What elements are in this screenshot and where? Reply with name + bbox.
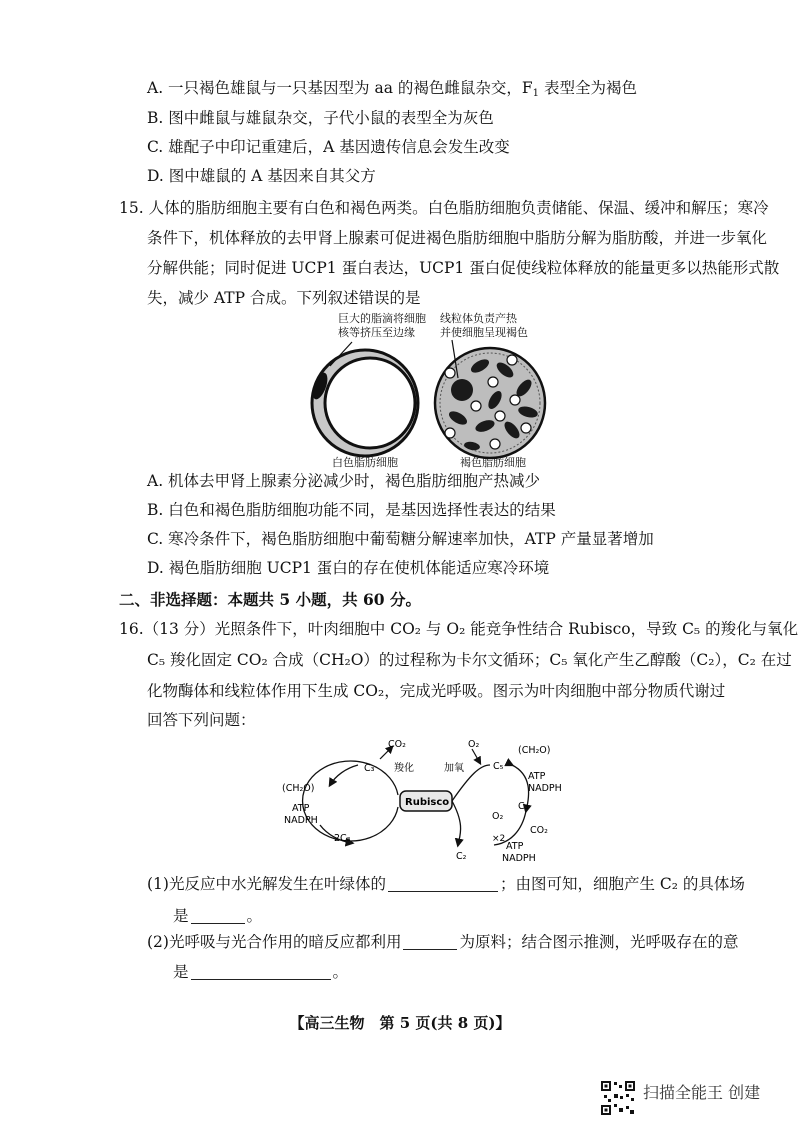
calvin-cycle-loop (303, 761, 398, 841)
brown-cell-caption: 褐色脂肪细胞 (460, 456, 526, 468)
nadph-right-label-1: NADPH (528, 783, 562, 794)
qr-code-icon (600, 1080, 636, 1116)
q14-option-d: D. 图中雄鼠的 A 基因来自其父方 (147, 167, 376, 185)
q16-stem-line-2: C₅ 羧化固定 CO₂ 合成（CH₂O）的过程称为卡尔文循环；C₅ 氧化产生乙醇酸（C₂），C₂ 在过 (147, 651, 792, 669)
atp-right-label-2: ATP (506, 841, 524, 852)
c5-right-label: C₅ (493, 761, 504, 772)
white-cell-caption: 白色脂肪细胞 (332, 456, 398, 468)
q15-option-a: A. 机体去甲肾上腺素分泌减少时，褐色脂肪细胞产热减少 (147, 472, 541, 490)
carboxylation-label: 羧化 (394, 763, 414, 774)
q15-stem-line-2: 条件下，机体释放的去甲肾上腺素可促进褐色脂肪细胞中脂肪分解为脂肪酸，并进一步氧化 (147, 229, 768, 247)
q16-part-1-line-1: (1)光反应中水光解发生在叶绿体的 ；由图可知，细胞产生 C₂ 的具体场 (147, 875, 745, 893)
section-2-heading: 二、非选择题：本题共 5 小题，共 60 分。 (119, 590, 421, 609)
c2-bottom-label: C₂ (456, 851, 467, 862)
answer-blank-4[interactable] (191, 963, 331, 980)
q15-option-c: C. 寒冷条件下，褐色脂肪细胞中葡萄糖分解速率加快，ATP 产量显著增加 (147, 530, 654, 548)
brown-fat-cell (435, 340, 545, 458)
q15-stem-line-1: 15. 人体的脂肪细胞主要有白色和褐色两类。白色脂肪细胞负责储能、保温、缓冲和解压；寒冷 (119, 199, 769, 217)
q14-option-a: A. 一只褐色雄鼠与一只基因型为 aa 的褐色雌鼠杂交，$F_1$ 表型全为褐色 (147, 79, 637, 99)
nadph-left-label: NADPH (284, 815, 318, 826)
q16-part-2-line-2: 是 。 (173, 963, 349, 981)
c3-top-label: C₃ (364, 763, 375, 774)
o2-right-label: O₂ (492, 811, 504, 822)
ch2o-right-label: (CH₂O) (518, 745, 551, 756)
q16-stem-line-1: 16.（13 分）光照条件下，叶肉细胞中 CO₂ 与 O₂ 能竞争性结合 Rubisco，导致 C₅ 的羧化与氧化 (119, 620, 799, 638)
brown-cell-label-1: 线粒体负责产热 (440, 312, 517, 325)
answer-blank-3[interactable] (403, 933, 457, 950)
white-cell-label-2: 核等挤压至边缘 (338, 326, 415, 339)
brown-cell-nucleus (451, 379, 473, 401)
answer-blank-1[interactable] (388, 875, 498, 892)
c3-right-label: C₃ (518, 801, 529, 812)
q15-option-b: B. 白色和褐色脂肪细胞功能不同，是基因选择性表达的结果 (147, 501, 556, 519)
rubisco-label: Rubisco (405, 797, 450, 808)
page-footer: 【高三生物 第 5 页(共 8 页)】 (289, 1014, 511, 1032)
q15-stem-line-4: 失，减少 ATP 合成。下列叙述错误的是 (147, 289, 421, 307)
co2-right-label: CO₂ (530, 825, 548, 836)
q14-option-c: C. 雄配子中印记重建后，A 基因遗传信息会发生改变 (147, 138, 510, 156)
q16-stem-line-3: 化物酶体和线粒体作用下生成 CO₂，完成光呼吸。图示为叶肉细胞中部分物质代谢过 (147, 682, 726, 700)
q14-option-b: B. 图中雌鼠与雄鼠杂交，子代小鼠的表型全为灰色 (147, 109, 494, 127)
scanner-watermark: 扫描全能王 创建 (643, 1083, 761, 1102)
q16-stem-line-4: 回答下列问题： (147, 711, 256, 729)
q16-part-2-line-1: (2)光呼吸与光合作用的暗反应都利用 为原料；结合图示推测，光呼吸存在的意 (147, 933, 739, 951)
x2-label: ×2 (492, 834, 506, 844)
white-cell-label-1: 巨大的脂滴将细胞 (338, 312, 426, 325)
atp-right-label-1: ATP (528, 771, 546, 782)
oxygenation-label: 加氧 (444, 763, 464, 774)
brown-cell-label-2: 并使细胞呈现褐色 (440, 326, 528, 339)
atp-left-label: ATP (292, 803, 310, 814)
answer-blank-2[interactable] (191, 907, 245, 924)
o2-top-label: O₂ (468, 739, 480, 750)
q15-stem-line-3: 分解供能；同时促进 UCP1 蛋白表达，UCP1 蛋白促使线粒体释放的能量更多以热能形式散 (147, 259, 780, 277)
rubisco-cycle-diagram (280, 735, 580, 865)
white-fat-cell (310, 342, 418, 456)
c3-bottom-label: 2C₃ (334, 833, 351, 844)
nadph-right-label-2: NADPH (502, 853, 536, 864)
q16-part-1-line-2: 是 。 (173, 907, 263, 925)
ch2o-left-label: (CH₂O) (282, 783, 315, 794)
fat-cell-figure (290, 308, 580, 468)
co2-top-label: CO₂ (388, 739, 406, 750)
q15-option-d: D. 褐色脂肪细胞 UCP1 蛋白的存在使机体能适应寒冷环境 (147, 559, 550, 577)
